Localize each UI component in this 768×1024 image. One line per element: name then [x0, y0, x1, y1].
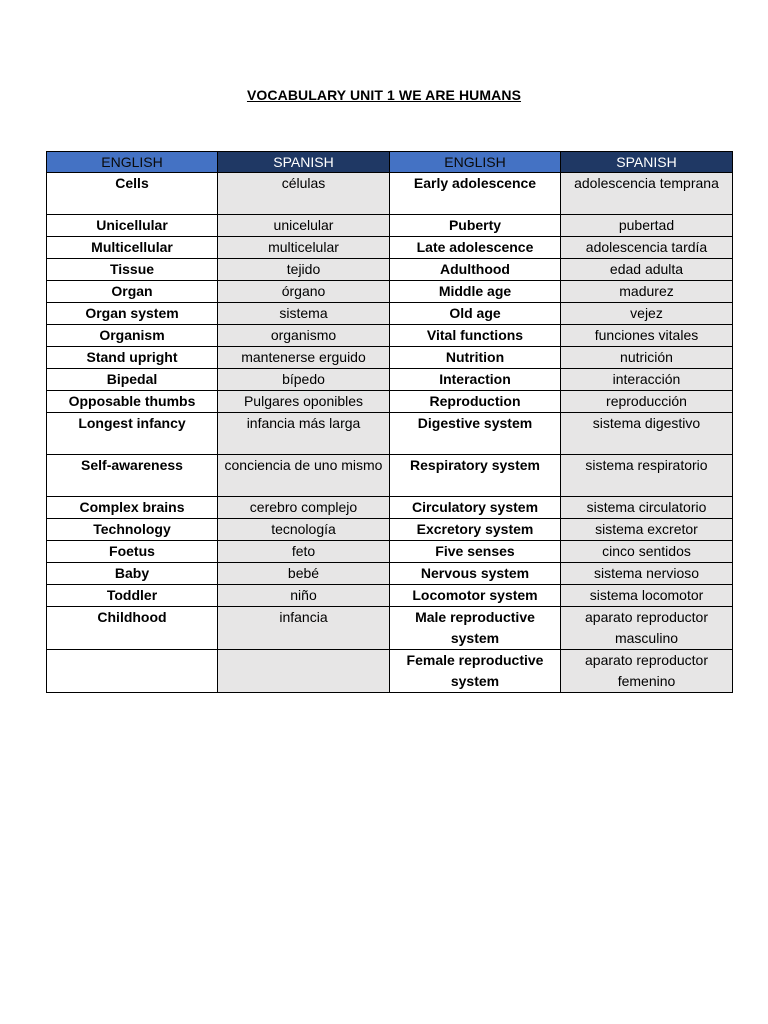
spanish-term: nutrición: [561, 347, 733, 369]
table-row: [47, 455, 733, 497]
english-term: Excretory system: [390, 519, 561, 541]
table-row: [47, 347, 733, 369]
table-row: [47, 173, 733, 215]
spanish-term: vejez: [561, 303, 733, 325]
spanish-term: sistema respiratorio: [561, 455, 733, 497]
spanish-term: mantenerse erguido: [218, 347, 390, 369]
spanish-term: órgano: [218, 281, 390, 303]
table-row: [47, 215, 733, 237]
english-term: Middle age: [390, 281, 561, 303]
spanish-term: aparato reproductor masculino: [561, 607, 733, 650]
spanish-term: multicelular: [218, 237, 390, 259]
spanish-term: reproducción: [561, 391, 733, 413]
english-term: Unicellular: [47, 215, 218, 237]
spanish-term: organismo: [218, 325, 390, 347]
table-row: [47, 413, 733, 455]
header-spanish-2: SPANISH: [561, 152, 733, 173]
spanish-term: funciones vitales: [561, 325, 733, 347]
english-term: Respiratory system: [390, 455, 561, 497]
english-term: Circulatory system: [390, 497, 561, 519]
header-english-2: ENGLISH: [390, 152, 561, 173]
spanish-term: madurez: [561, 281, 733, 303]
table-row: [47, 369, 733, 391]
table-row: [47, 281, 733, 303]
spanish-term: unicelular: [218, 215, 390, 237]
spanish-term: bípedo: [218, 369, 390, 391]
spanish-term: feto: [218, 541, 390, 563]
spanish-term: sistema circulatorio: [561, 497, 733, 519]
english-term: Late adolescence: [390, 237, 561, 259]
english-term: Locomotor system: [390, 585, 561, 607]
english-term: Organism: [47, 325, 218, 347]
english-term: Cells: [47, 173, 218, 215]
vocabulary-table: [46, 151, 733, 693]
table-row: [47, 607, 733, 650]
spanish-term: células: [218, 173, 390, 215]
english-term: Nervous system: [390, 563, 561, 585]
english-term: Nutrition: [390, 347, 561, 369]
spanish-term: conciencia de uno mismo: [218, 455, 390, 497]
english-term: Old age: [390, 303, 561, 325]
english-term: Male reproductive system: [390, 607, 561, 650]
english-term: Self-awareness: [47, 455, 218, 497]
spanish-term: pubertad: [561, 215, 733, 237]
english-term: Technology: [47, 519, 218, 541]
table-row: [47, 325, 733, 347]
english-term: Female reproductive system: [390, 650, 561, 693]
table-row: [47, 519, 733, 541]
spanish-term: sistema digestivo: [561, 413, 733, 455]
english-term: [47, 650, 218, 693]
english-term: Organ system: [47, 303, 218, 325]
table-row: [47, 303, 733, 325]
spanish-term: edad adulta: [561, 259, 733, 281]
spanish-term: infancia más larga: [218, 413, 390, 455]
spanish-term: sistema excretor: [561, 519, 733, 541]
table-row: [47, 585, 733, 607]
english-term: Multicellular: [47, 237, 218, 259]
table-row: [47, 650, 733, 693]
spanish-term: tecnología: [218, 519, 390, 541]
header-row: [47, 152, 733, 173]
table-row: [47, 497, 733, 519]
spanish-term: Pulgares oponibles: [218, 391, 390, 413]
spanish-term: adolescencia temprana: [561, 173, 733, 215]
spanish-term: cerebro complejo: [218, 497, 390, 519]
spanish-term: aparato reproductor femenino: [561, 650, 733, 693]
english-term: Foetus: [47, 541, 218, 563]
english-term: Organ: [47, 281, 218, 303]
spanish-term: sistema nervioso: [561, 563, 733, 585]
document-title: VOCABULARY UNIT 1 WE ARE HUMANS: [246, 87, 522, 103]
header-spanish-1: SPANISH: [218, 152, 390, 173]
table-row: [47, 563, 733, 585]
english-term: Bipedal: [47, 369, 218, 391]
table-row: [47, 541, 733, 563]
spanish-term: niño: [218, 585, 390, 607]
english-term: Adulthood: [390, 259, 561, 281]
english-term: Five senses: [390, 541, 561, 563]
english-term: Longest infancy: [47, 413, 218, 455]
table-row: [47, 237, 733, 259]
english-term: Toddler: [47, 585, 218, 607]
english-term: Reproduction: [390, 391, 561, 413]
english-term: Childhood: [47, 607, 218, 650]
english-term: Vital functions: [390, 325, 561, 347]
spanish-term: sistema locomotor: [561, 585, 733, 607]
english-term: Stand upright: [47, 347, 218, 369]
spanish-term: sistema: [218, 303, 390, 325]
english-term: Early adolescence: [390, 173, 561, 215]
english-term: Complex brains: [47, 497, 218, 519]
english-term: Opposable thumbs: [47, 391, 218, 413]
spanish-term: bebé: [218, 563, 390, 585]
spanish-term: tejido: [218, 259, 390, 281]
header-english-1: ENGLISH: [47, 152, 218, 173]
table-row: [47, 391, 733, 413]
spanish-term: interacción: [561, 369, 733, 391]
english-term: Digestive system: [390, 413, 561, 455]
table-row: [47, 259, 733, 281]
spanish-term: cinco sentidos: [561, 541, 733, 563]
spanish-term: adolescencia tardía: [561, 237, 733, 259]
english-term: Puberty: [390, 215, 561, 237]
spanish-term: infancia: [218, 607, 390, 650]
english-term: Baby: [47, 563, 218, 585]
english-term: Tissue: [47, 259, 218, 281]
spanish-term: [218, 650, 390, 693]
vocabulary-body: [47, 173, 733, 693]
english-term: Interaction: [390, 369, 561, 391]
